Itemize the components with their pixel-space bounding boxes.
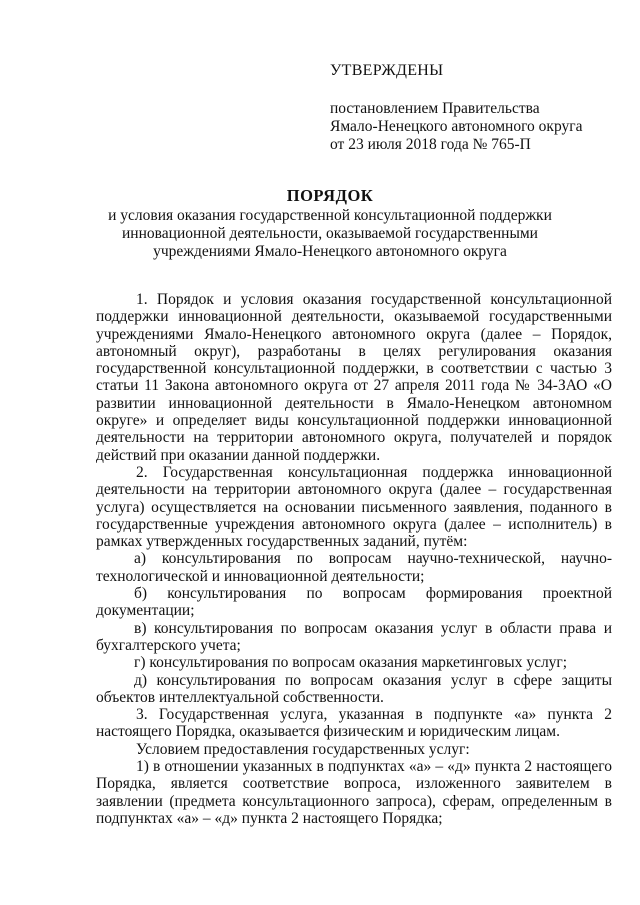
approval-block bbox=[330, 62, 620, 154]
paragraph: 1. Порядок и условия оказания государственной консультационной поддержки инновационной деятельности, оказываемой государственными учреждениями Ямало-Ненецкого автономного округа (далее – Порядок, автономный округ), разработаны в целях регулирования оказания государственной консультационной поддержки, в соответствии с частью 3 статьи 11 Закона автономного округа от 27 апреля 2011 года № 34-ЗАО «О развитии инновационной деятельности в Ямало-Ненецком автономном округе» и определяет виды консультационной поддержки инновационной деятельности на территории автономного округа, получателей и порядок действий при оказании данной поддержки. bbox=[96, 291, 612, 464]
paragraph: 2. Государственная консультационная поддержка инновационной деятельности на территории автономного округа (далее – государственная услуга) осуществляется на основании письменного заявления, поданного в государственные учреждения автономного округа (далее – исполнитель) в рамках утвержденных государственных заданий, путём: bbox=[96, 463, 612, 551]
approval-line: постановлением Правительства bbox=[330, 100, 540, 117]
approval-line: Ямало-Ненецкого автономного округа bbox=[330, 118, 583, 135]
paragraph: Условием предоставления государственных услуг: bbox=[136, 740, 470, 758]
approval-line: от 23 июля 2018 года № 765-П bbox=[330, 136, 531, 153]
document-title: ПОРЯДОК bbox=[286, 186, 374, 205]
paragraph: д) консультирования по вопросам оказания услуг в сфере защиты объектов интеллектуальной собственности. bbox=[96, 671, 612, 706]
paragraph: б) консультирования по вопросам формирования проектной документации; bbox=[96, 585, 612, 620]
paragraph: 1) в отношении указанных в подпунктах «а» – «д» пункта 2 настоящего Порядка, является соответствие вопроса, изложенного заявителем в заявлении (предмета консультационного запроса), сферам, определенным в подпунктах «а» – «д» пункта 2 настоящего Порядка; bbox=[96, 758, 612, 827]
document-body bbox=[96, 291, 612, 827]
approval-heading: УТВЕРЖДЕНЫ bbox=[330, 62, 444, 79]
title-block bbox=[80, 187, 580, 261]
paragraph: в) консультирования по вопросам оказания услуг в области права и бухгалтерского учета; bbox=[96, 619, 612, 654]
paragraph: а) консультирования по вопросам научно-технической, научно-технологической и инновационной деятельности; bbox=[96, 550, 612, 585]
document-subtitle: и условия оказания государственной консультационной поддержки инновационной деятельности, оказываемой государственными учреждениями Ямало-Ненецкого автономного округа bbox=[108, 207, 552, 260]
paragraph: г) консультирования по вопросам оказания маркетинговых услуг; bbox=[134, 654, 568, 672]
paragraph: 3. Государственная услуга, указанная в подпункте «а» пункта 2 настоящего Порядка, оказывается физическим и юридическим лицам. bbox=[96, 706, 612, 741]
